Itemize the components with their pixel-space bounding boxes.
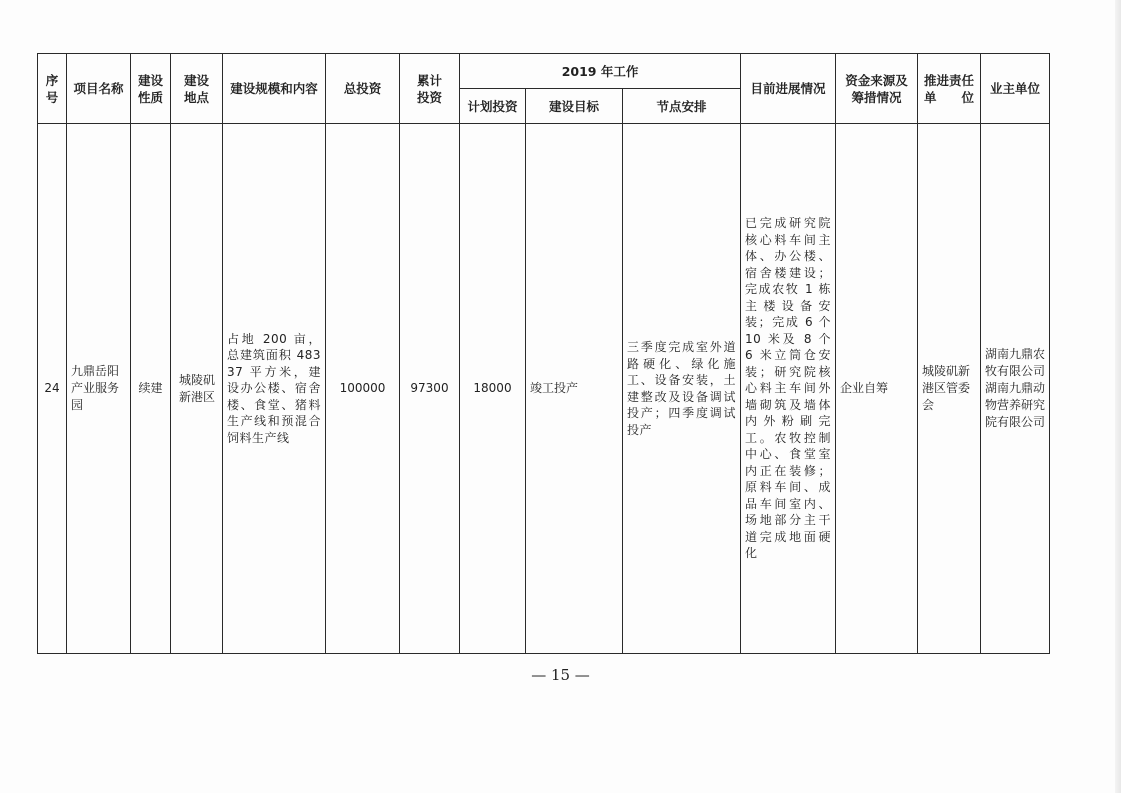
header-owner: 业主单位: [981, 54, 1050, 124]
header-location: 建设 地点: [171, 54, 223, 124]
header-seq: 序 号: [38, 54, 67, 124]
cell-funding: 企业自筹: [836, 124, 918, 654]
header-progress: 目前进展情况: [741, 54, 836, 124]
cell-location: 城陵矶新港区: [171, 124, 223, 654]
cell-plan: 18000: [460, 124, 526, 654]
header-plan: 计划投资: [460, 89, 526, 124]
header-total: 总投资: [326, 54, 400, 124]
cell-seq: 24: [38, 124, 67, 654]
cell-total: 100000: [326, 124, 400, 654]
header-row-1: [38, 54, 1050, 89]
cell-nodes: 三季度完成室外道路硬化、绿化施工、设备安装，土建整改及设备调试投产；四季度调试投产: [623, 124, 741, 654]
header-funding: 资金来源及 筹措情况: [836, 54, 918, 124]
cell-name: 九鼎岳阳产业服务园: [67, 124, 131, 654]
cell-nature: 续建: [131, 124, 171, 654]
header-nature: 建设 性质: [131, 54, 171, 124]
cell-progress: 已完成研究院核心料车间主体、办公楼、宿舍楼建设；完成农牧 1 栋主楼设备安装；完成 6 个 10 米及 8 个 6 米立筒仓安装；研究院核心料主车间外墙砌筑及墙体内外粉刷完工。农牧控制中心、食堂室内正在装修；原料车间、成品车间室内、场地部分主干道完成地面硬化: [741, 124, 836, 654]
header-year-group: 2019 年工作: [460, 54, 741, 89]
scan-edge: [1115, 0, 1121, 793]
project-table: [37, 53, 1050, 654]
header-responsible: 推进责任 单 位: [918, 54, 981, 124]
header-target: 建设目标: [526, 89, 623, 124]
header-name: 项目名称: [67, 54, 131, 124]
table-row: [38, 124, 1050, 654]
cell-scale: 占地 200 亩，总建筑面积 48337 平方米，建设办公楼、宿舍楼、食堂、猪料生产线和预混合饲料生产线: [223, 124, 326, 654]
header-nodes: 节点安排: [623, 89, 741, 124]
cell-cumulative: 97300: [400, 124, 460, 654]
cell-owner: 湖南九鼎农牧有限公司 湖南九鼎动物营养研究院有限公司: [981, 124, 1050, 654]
cell-responsible: 城陵矶新港区管委会: [918, 124, 981, 654]
cell-target: 竣工投产: [526, 124, 623, 654]
page-number: — 15 —: [531, 666, 590, 684]
header-cumulative: 累计 投资: [400, 54, 460, 124]
header-scale: 建设规模和内容: [223, 54, 326, 124]
